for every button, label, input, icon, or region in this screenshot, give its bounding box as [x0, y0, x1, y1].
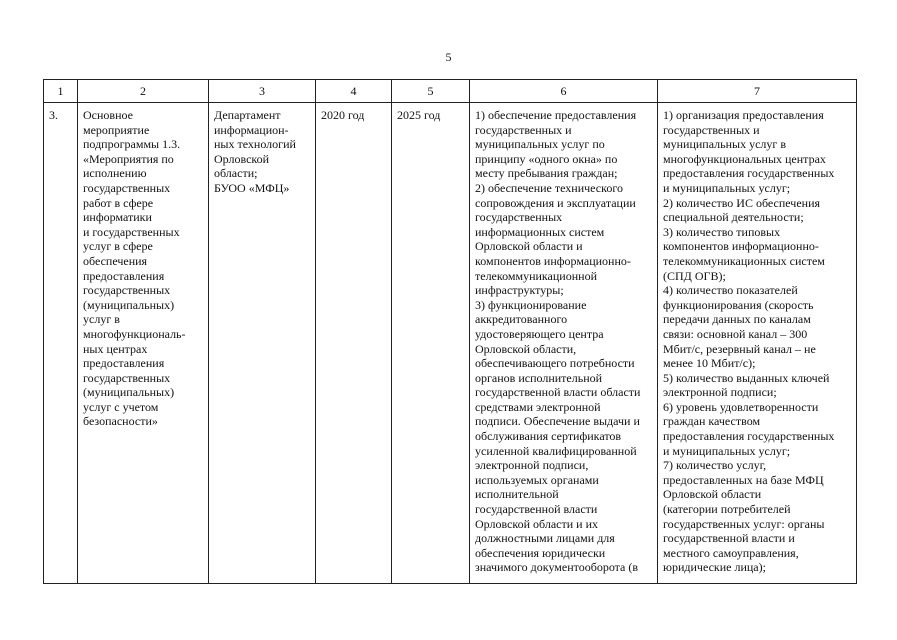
event-name-cell: Основное мероприятие подпрограммы 1.3. «Мероприятия по исполнению государственных работ в сфере информатики и государственных услуг в сфере обеспечения предоставления государственных (муниципальных) услуг в многофункциональ- ных центрах предоставления государственных (муниципальных) услуг с учетом безопасности»: [78, 103, 209, 584]
expected-results-cell: 1) обеспечение предоставления государственных и муниципальных услуг по принципу «одного окна» по месту пребывания граждан; 2) обеспечение технического сопровождения и эксплуатации государственных информационных систем Орловской области и компонентов информационно- телекоммуникационной инфраструктуры; 3) функционирование аккредитованного удостоверяющего центра Орловской области, обеспечивающего потребности органов исполнительной государственной власти области средствами электронной подписи. Обеспечение выдачи и обслуживания сертификатов усиленной квалифицированной электронной подписи, используемых органами исполнительной государственной власти Орловской области и их должностными лицами для обеспечения юридически значимого документооборота (в: [470, 103, 658, 584]
header-cell-6: 6: [470, 80, 658, 103]
header-cell-3: 3: [209, 80, 316, 103]
end-year-cell: 2025 год: [392, 103, 470, 584]
header-cell-4: 4: [316, 80, 392, 103]
header-cell-2: 2: [78, 80, 209, 103]
indicators-cell: 1) организация предоставления государственных и муниципальных услуг в многофункциональных центрах предоставления государственных и муниципальных услуг; 2) количество ИС обеспечения специальной деятельности; 3) количество типовых компонентов информационно- телекоммуникационных систем (СПД ОГВ); 4) количество показателей функционирования (скорость передачи данных по каналам связи: основной канал – 300 Мбит/с, резервный канал – не менее 10 Мбит/с); 5) количество выданных ключей электронной подписи; 6) уровень удовлетворенности граждан качеством предоставления государственных и муниципальных услуг; 7) количество услуг, предоставленных на базе МФЦ Орловской области (категории потребителей государственных услуг: органы государственной власти и местного самоуправления, юридические лица);: [658, 103, 857, 584]
executor-cell: Департамент информацион- ных технологий Орловской области; БУОО «МФЦ»: [209, 103, 316, 584]
start-year-cell: 2020 год: [316, 103, 392, 584]
row-number-cell: 3.: [44, 103, 78, 584]
header-cell-1: 1: [44, 80, 78, 103]
page-number: 5: [445, 50, 452, 64]
program-table: [43, 79, 857, 584]
header-cell-5: 5: [392, 80, 470, 103]
table-row: [44, 103, 857, 584]
header-cell-7: 7: [658, 80, 857, 103]
table-header-row: [44, 80, 857, 103]
